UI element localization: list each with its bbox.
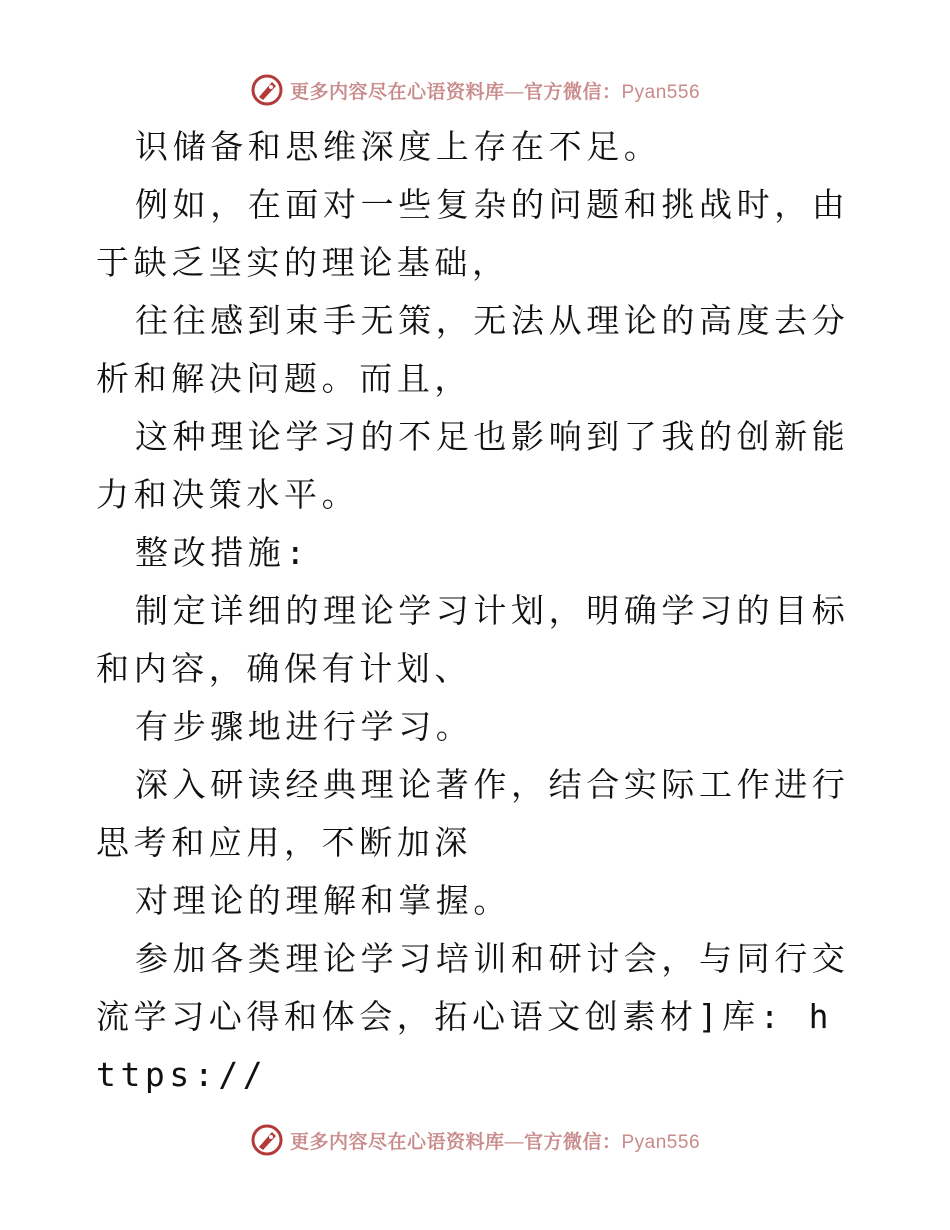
watermark-separator: — bbox=[504, 81, 524, 103]
paragraph: 参加各类理论学习培训和研讨会，与同行交流学习心得和体会，拓心语文创素材]库: https:// bbox=[96, 939, 850, 1094]
pen-nib-logo-icon bbox=[250, 73, 284, 107]
paragraph: 对理论的理解和掌握。 bbox=[135, 881, 511, 920]
watermark-wechat-label: 官方微信： bbox=[523, 1130, 622, 1153]
watermark-text bbox=[290, 77, 700, 104]
watermark-brand: 更多内容尽在心语资料库 bbox=[289, 1130, 505, 1153]
watermark-separator: — bbox=[504, 1131, 524, 1153]
paragraph: 有步骤地进行学习。 bbox=[135, 707, 474, 746]
footer-watermark bbox=[0, 1120, 950, 1160]
paragraph: 识储备和思维深度上存在不足。 bbox=[135, 127, 662, 166]
pen-nib-logo-icon bbox=[250, 1123, 284, 1157]
watermark-brand: 更多内容尽在心语资料库 bbox=[289, 80, 505, 103]
paragraph: 深入研读经典理论著作，结合实际工作进行思考和应用，不断加深 bbox=[96, 765, 850, 862]
paragraph: 往往感到束手无策，无法从理论的高度去分析和解决问题。而且， bbox=[96, 301, 850, 398]
header-watermark bbox=[0, 70, 950, 110]
section-heading: 整改措施: bbox=[135, 533, 310, 572]
document-body bbox=[96, 118, 856, 1104]
watermark-wechat-label: 官方微信： bbox=[523, 80, 622, 103]
paragraph: 例如，在面对一些复杂的问题和挑战时，由于缺乏坚实的理论基础， bbox=[96, 185, 850, 282]
paragraph: 这种理论学习的不足也影响到了我的创新能力和决策水平。 bbox=[96, 417, 850, 514]
watermark-text bbox=[290, 1127, 700, 1154]
watermark-wechat-id: Pyan556 bbox=[621, 1131, 701, 1153]
watermark-wechat-id: Pyan556 bbox=[621, 81, 701, 103]
paragraph: 制定详细的理论学习计划，明确学习的目标和内容，确保有计划、 bbox=[96, 591, 850, 688]
